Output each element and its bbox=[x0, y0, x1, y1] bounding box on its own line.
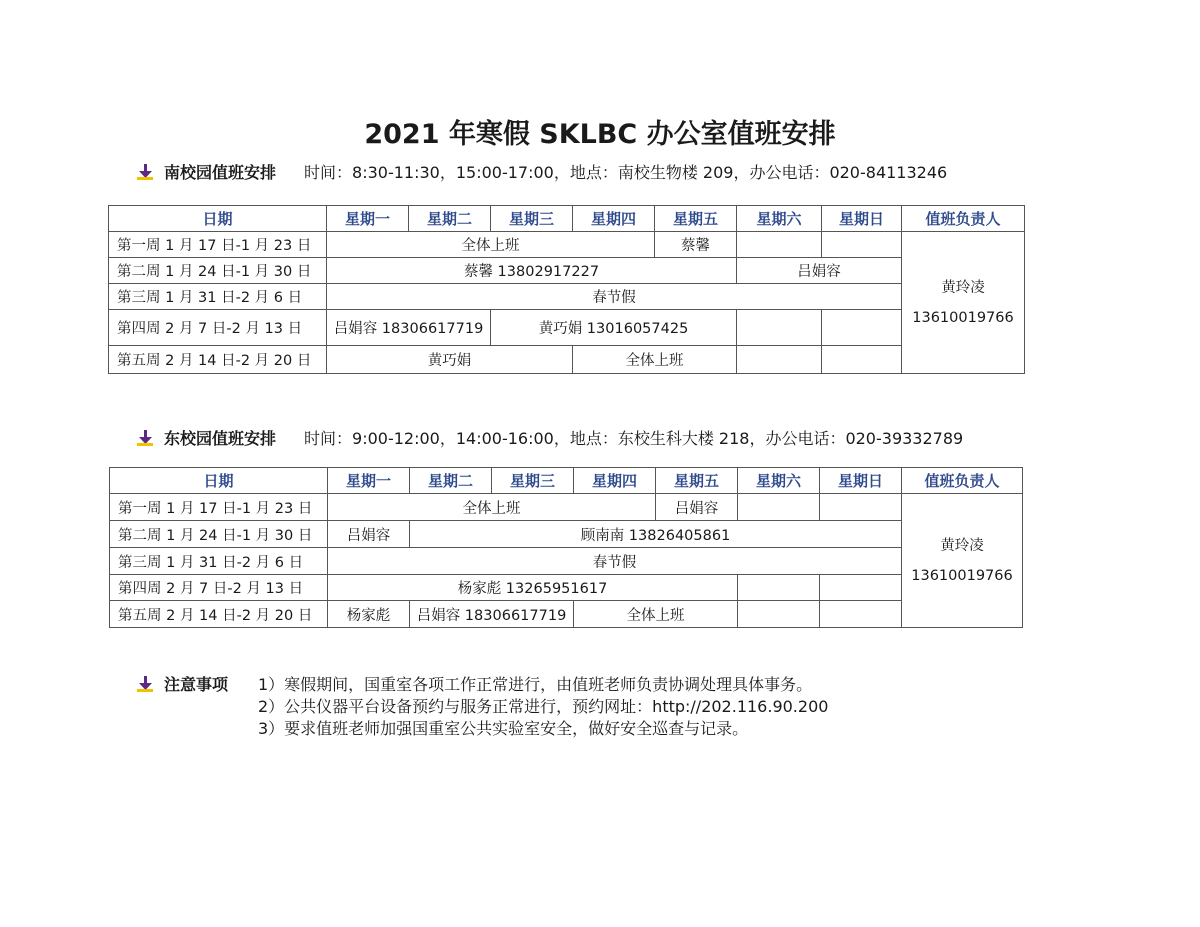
header-sun: 星期日 bbox=[820, 468, 902, 494]
arrow-bullet-icon bbox=[136, 675, 154, 693]
east-section-header bbox=[136, 426, 963, 449]
header-responsible: 值班负责人 bbox=[902, 206, 1025, 232]
empty-cell bbox=[738, 601, 820, 628]
duty-cell: 顾南南 13826405861 bbox=[410, 521, 902, 548]
duty-cell: 蔡馨 13802917227 bbox=[327, 258, 737, 284]
note-item: 2）公共仪器平台设备预约与服务正常进行，预约网址：http://202.116.90.200 bbox=[258, 697, 829, 716]
east-section-title: 东校园值班安排 bbox=[164, 429, 277, 448]
duty-cell: 吕娟容 18306617719 bbox=[327, 310, 491, 346]
south-section-info: 时间：8:30-11:30，15:00-17:00，地点：南校生物楼 209，办公电话：020-84113246 bbox=[304, 163, 948, 182]
note-item: 3）要求值班老师加强国重室公共实验室安全，做好安全巡查与记录。 bbox=[258, 719, 749, 738]
note-item: 1）寒假期间，国重室各项工作正常进行，由值班老师负责协调处理具体事务。 bbox=[258, 675, 813, 694]
header-mon: 星期一 bbox=[328, 468, 410, 494]
responsible-name: 黄玲凌 bbox=[941, 279, 985, 296]
table-row bbox=[109, 346, 1025, 374]
header-sat: 星期六 bbox=[738, 468, 820, 494]
week-date: 第三周 1 月 31 日-2 月 6 日 bbox=[109, 284, 327, 310]
table-row bbox=[110, 521, 1023, 548]
week-date: 第一周 1 月 17 日-1 月 23 日 bbox=[109, 232, 327, 258]
table-row bbox=[109, 310, 1025, 346]
duty-cell: 全体上班 bbox=[328, 494, 656, 521]
empty-cell bbox=[820, 494, 902, 521]
duty-cell: 黄巧娟 13016057425 bbox=[491, 310, 737, 346]
week-date: 第四周 2 月 7 日-2 月 13 日 bbox=[110, 575, 328, 601]
week-date: 第四周 2 月 7 日-2 月 13 日 bbox=[109, 310, 327, 346]
table-row bbox=[110, 601, 1023, 628]
week-date: 第五周 2 月 14 日-2 月 20 日 bbox=[109, 346, 327, 374]
header-tue: 星期二 bbox=[410, 468, 492, 494]
empty-cell bbox=[822, 232, 902, 258]
notes-list bbox=[258, 674, 958, 740]
week-date: 第五周 2 月 14 日-2 月 20 日 bbox=[110, 601, 328, 628]
table-header-row bbox=[110, 468, 1023, 494]
table-row bbox=[109, 258, 1025, 284]
empty-cell bbox=[737, 310, 822, 346]
responsible-cell bbox=[902, 232, 1025, 374]
header-mon: 星期一 bbox=[327, 206, 409, 232]
week-date: 第二周 1 月 24 日-1 月 30 日 bbox=[109, 258, 327, 284]
page-title: 2021 年寒假 SKLBC 办公室值班安排 bbox=[364, 119, 836, 150]
table-row bbox=[110, 548, 1023, 575]
arrow-bullet-icon bbox=[136, 163, 154, 181]
duty-cell: 全体上班 bbox=[573, 346, 737, 374]
empty-cell bbox=[820, 601, 902, 628]
south-section-title: 南校园值班安排 bbox=[164, 163, 277, 182]
empty-cell bbox=[737, 232, 822, 258]
empty-cell bbox=[738, 494, 820, 521]
duty-cell: 吕娟容 bbox=[328, 521, 410, 548]
week-date: 第二周 1 月 24 日-1 月 30 日 bbox=[110, 521, 328, 548]
duty-cell: 黄巧娟 bbox=[327, 346, 573, 374]
header-tue: 星期二 bbox=[409, 206, 491, 232]
duty-cell: 全体上班 bbox=[574, 601, 738, 628]
notes-header bbox=[136, 672, 228, 695]
responsible-cell bbox=[902, 494, 1023, 628]
header-sun: 星期日 bbox=[822, 206, 902, 232]
notes-title: 注意事项 bbox=[164, 675, 229, 694]
header-date: 日期 bbox=[109, 206, 327, 232]
table-header-row bbox=[109, 206, 1025, 232]
east-section-info: 时间：9:00-12:00，14:00-16:00，地点：东校生科大楼 218，办公电话：020-39332789 bbox=[304, 429, 964, 448]
duty-cell: 杨家彪 13265951617 bbox=[328, 575, 738, 601]
responsible-phone: 13610019766 bbox=[912, 309, 1014, 326]
duty-cell: 春节假 bbox=[328, 548, 902, 575]
empty-cell bbox=[737, 346, 822, 374]
header-thu: 星期四 bbox=[573, 206, 655, 232]
header-thu: 星期四 bbox=[574, 468, 656, 494]
duty-cell: 杨家彪 bbox=[328, 601, 410, 628]
south-section-header bbox=[136, 160, 947, 183]
south-schedule-table bbox=[108, 205, 1025, 374]
arrow-bullet-icon bbox=[136, 429, 154, 447]
empty-cell bbox=[738, 575, 820, 601]
header-wed: 星期三 bbox=[492, 468, 574, 494]
duty-cell: 吕娟容 bbox=[656, 494, 738, 521]
duty-cell: 吕娟容 bbox=[737, 258, 902, 284]
table-row bbox=[109, 232, 1025, 258]
responsible-phone: 13610019766 bbox=[911, 567, 1013, 584]
responsible-name: 黄玲凌 bbox=[940, 537, 984, 554]
table-row bbox=[110, 575, 1023, 601]
header-date: 日期 bbox=[110, 468, 328, 494]
header-responsible: 值班负责人 bbox=[902, 468, 1023, 494]
duty-cell: 蔡馨 bbox=[655, 232, 737, 258]
east-schedule-table bbox=[109, 467, 1023, 628]
duty-cell: 春节假 bbox=[327, 284, 902, 310]
duty-cell: 全体上班 bbox=[327, 232, 655, 258]
week-date: 第三周 1 月 31 日-2 月 6 日 bbox=[110, 548, 328, 575]
week-date: 第一周 1 月 17 日-1 月 23 日 bbox=[110, 494, 328, 521]
header-sat: 星期六 bbox=[737, 206, 822, 232]
header-fri: 星期五 bbox=[655, 206, 737, 232]
table-row bbox=[110, 494, 1023, 521]
empty-cell bbox=[822, 346, 902, 374]
empty-cell bbox=[822, 310, 902, 346]
duty-cell: 吕娟容 18306617719 bbox=[410, 601, 574, 628]
header-fri: 星期五 bbox=[656, 468, 738, 494]
header-wed: 星期三 bbox=[491, 206, 573, 232]
empty-cell bbox=[820, 575, 902, 601]
table-row bbox=[109, 284, 1025, 310]
